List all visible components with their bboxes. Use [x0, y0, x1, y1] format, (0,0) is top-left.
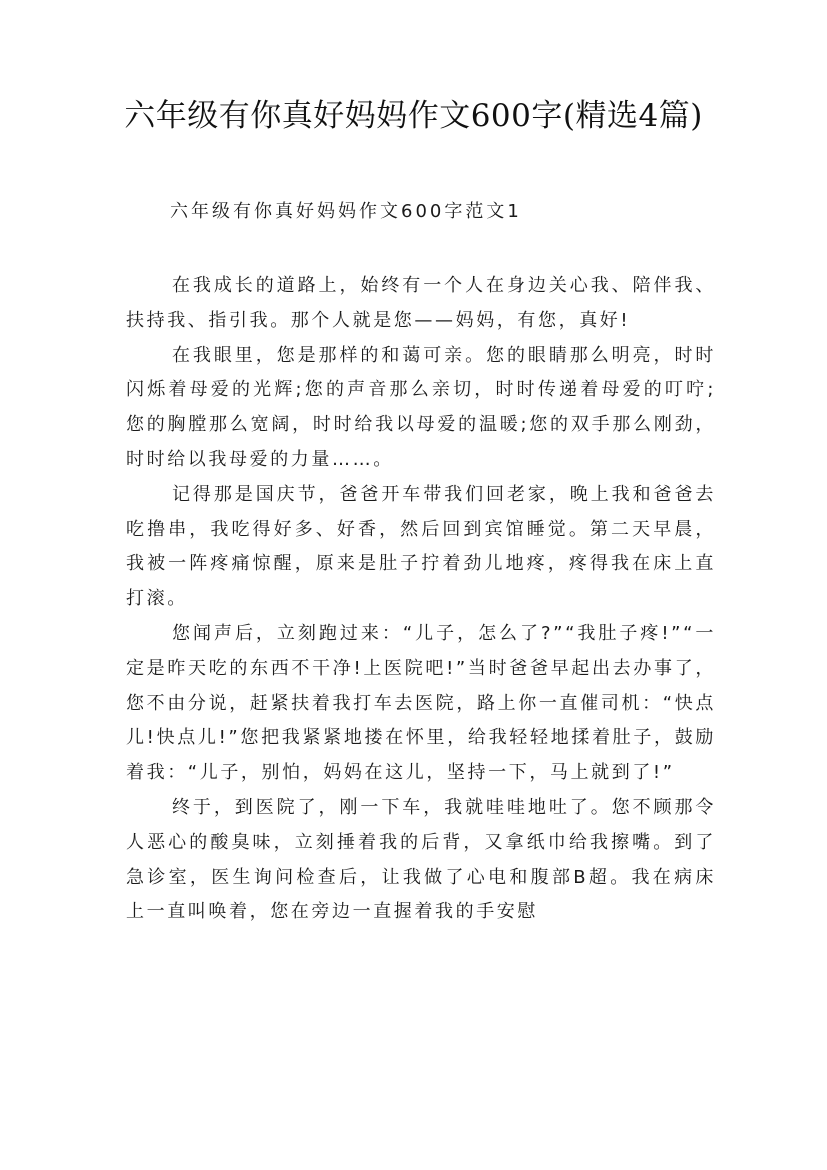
- paragraph: 在我眼里，您是那样的和蔼可亲。您的眼睛那么明亮，时时闪烁着母爱的光辉;您的声音那么亲切，时时传递着母爱的叮咛;您的胸膛那么宽阔，时时给我以母爱的温暖;您的双手那么刚劲，时时给以我母爱的力量……。: [126, 344, 716, 470]
- essay-subtitle: 六年级有你真好妈妈作文600字范文1: [170, 201, 522, 222]
- page-title: 六年级有你真好妈妈作文600字(精选4篇): [124, 98, 703, 134]
- paragraph: 记得那是国庆节，爸爸开车带我们回老家，晚上我和爸爸去吃撸串，我吃得好多、好香，然后回到宾馆睡觉。第二天早晨，我被一阵疼痛惊醒，原来是肚子拧着劲儿地疼，疼得我在床上直打滚。: [126, 483, 716, 610]
- paragraph: 您闻声后，立刻跑过来：“儿子，怎么了?”“我肚子疼!”“一定是昨天吃的东西不干净!上医院吧!”当时爸爸早起出去办事了，您不由分说，赶紧扶着我打车去医院，路上你一直催司机：“快点儿!快点儿!”您把我紧紧地搂在怀里，给我轻轻地揉着肚子，鼓励着我：“儿子，别怕，妈妈在这儿，坚持一下，马上就到了!”: [126, 622, 716, 784]
- essay-body: [126, 269, 716, 930]
- paragraph: 终于，到医院了，刚一下车，我就哇哇地吐了。您不顾那令人恶心的酸臭味，立刻捶着我的后背，又拿纸巾给我擦嘴。到了急诊室，医生询问检查后，让我做了心电和腹部B超。我在病床上一直叫唤着，您在旁边一直握着我的手安慰: [126, 796, 716, 923]
- paragraph: 在我成长的道路上，始终有一个人在身边关心我、陪伴我、扶持我、指引我。那个人就是您——妈妈，有您，真好!: [126, 275, 716, 331]
